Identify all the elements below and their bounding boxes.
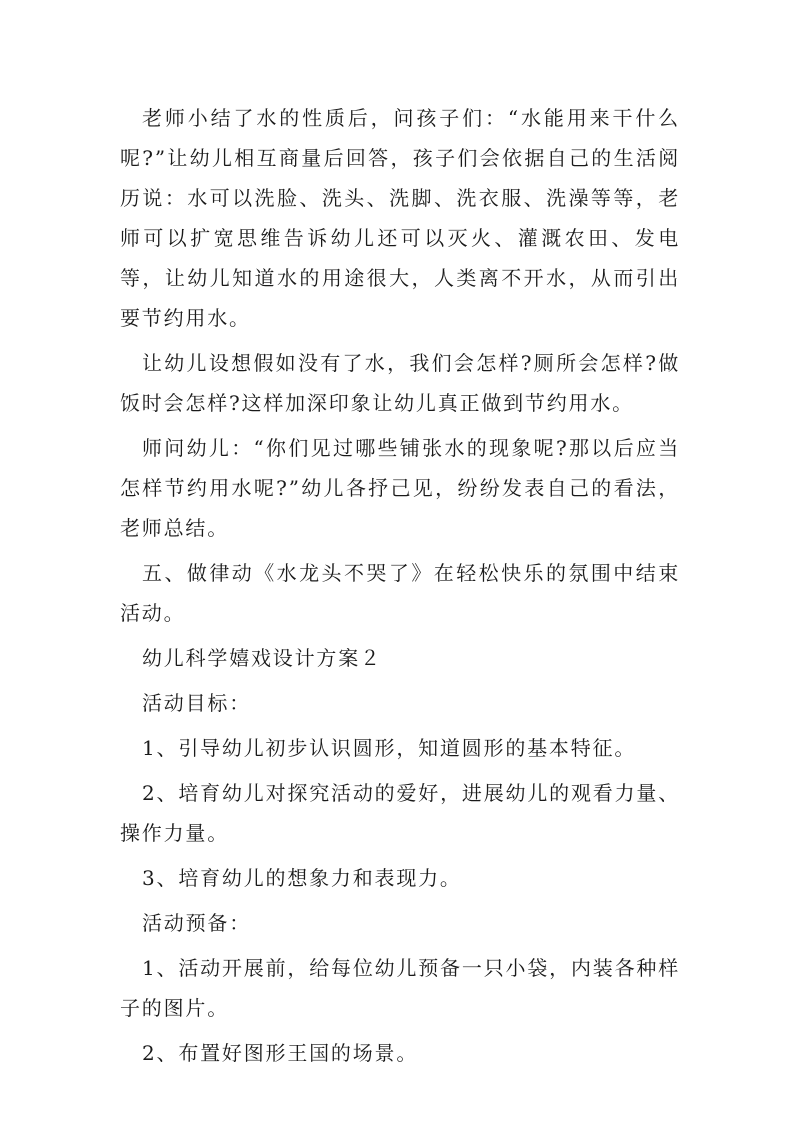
section-heading: 幼儿科学嬉戏设计方案２ — [142, 646, 382, 670]
paragraph: 老师小结了水的性质后，问孩子们：“水能用来干什么呢?”让幼儿相互商量后回答，孩子们会依据自己的生活阅历说：水可以洗脸、洗头、洗脚、洗衣服、洗澡等等，老师可以扩宽思维告诉幼儿还可以灭火、灌溉农田、发电等，让幼儿知道水的用途很大，人类离不开水，从而引出要节约用水。 — [120, 106, 680, 330]
paragraph: 五、做律动《水龙头不哭了》在轻松快乐的氛围中结束活动。 — [120, 561, 680, 625]
list-item: 2、培育幼儿对探究活动的爱好，进展幼儿的观看力量、操作力量。 — [120, 781, 680, 845]
document-body — [120, 98, 680, 1073]
paragraph: 让幼儿设想假如没有了水，我们会怎样?厕所会怎样?做饭时会怎样?这样加深印象让幼儿真正做到节约用水。 — [120, 351, 680, 415]
list-item: 2、布置好图形王国的场景。 — [142, 1041, 419, 1065]
paragraph: 师问幼儿：“你们见过哪些铺张水的现象呢?那以后应当怎样节约用水呢?”幼儿各抒己见，纷纷发表自己的看法，老师总结。 — [120, 436, 680, 540]
list-item: 1、活动开展前，给每位幼儿预备一只小袋，内装各种样子的图片。 — [120, 956, 680, 1020]
subheading: 活动目标： — [142, 691, 251, 715]
list-item: 3、培育幼儿的想象力和表现力。 — [142, 866, 462, 890]
subheading: 活动预备： — [142, 911, 251, 935]
list-item: 1、引导幼儿初步认识圆形，知道圆形的基本特征。 — [142, 736, 637, 760]
